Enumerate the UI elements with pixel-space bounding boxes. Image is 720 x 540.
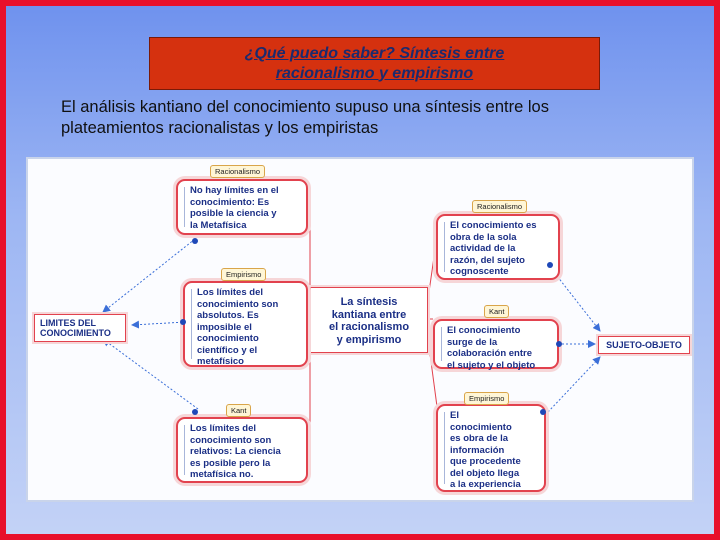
node-line: es obra de la: [450, 433, 509, 444]
tag-kant-right: Kant: [484, 305, 509, 318]
node-line: es posible pero la: [190, 457, 271, 469]
subtitle-line-2: plateamientos racionalistas y los empiristas: [61, 119, 379, 137]
node-line: actividad de la: [450, 243, 516, 254]
node-line: conocimiento: [450, 421, 512, 433]
center-line-3: el racionalismo: [328, 321, 410, 333]
node-line: colaboración entre: [447, 348, 532, 359]
subject-object-label: SUJETO-OBJETO: [606, 340, 682, 350]
node-line: El conocimiento es: [450, 220, 537, 231]
node-line: del objeto llega: [450, 467, 520, 479]
node-kant-collaboration: [433, 319, 559, 369]
node-line: información: [450, 444, 505, 456]
connector-dot: [556, 341, 562, 347]
node-line: absolutos. Es: [197, 310, 259, 321]
node-line: científico y el: [197, 344, 258, 356]
center-line-1: La síntesis: [340, 296, 398, 308]
concept-map: [26, 157, 694, 502]
connector-dot: [192, 238, 198, 244]
title-line-1: ¿Qué puedo saber? Síntesis entre: [244, 44, 505, 62]
arrow-left-mid: [132, 322, 186, 325]
limits-of-knowledge-box: [34, 314, 126, 342]
node-rationalism-subject: [436, 214, 560, 280]
tag-empiricism-left: Empirismo: [221, 268, 266, 281]
node-line: surge de la: [447, 336, 498, 348]
limits-line-2: CONOCIMIENTO: [40, 328, 111, 338]
node-line: metafísico: [197, 356, 244, 367]
tag-rationalism-right: Racionalismo: [472, 200, 527, 213]
node-line: cognoscente: [450, 266, 509, 277]
node-line: metafísica no.: [190, 469, 254, 480]
center-line-4: y empirismo: [336, 333, 402, 346]
limits-line-1: LIMITES DEL: [40, 318, 96, 328]
tag-empiricism-right: Empirismo: [464, 392, 509, 405]
connector-dot: [540, 409, 546, 415]
node-line: conocimiento: [197, 333, 259, 344]
node-line: que procedente: [450, 456, 521, 467]
slide-subtitle: [61, 97, 681, 139]
center-line-2: kantiana entre: [331, 308, 407, 321]
node-line: conocimiento son: [197, 298, 279, 310]
connector-dot: [547, 262, 553, 268]
node-line: a la experiencia: [450, 479, 521, 490]
subtitle-line-1: El análisis kantiano del conocimiento supuso una síntesis entre los: [61, 98, 549, 116]
node-line: la Metafísica: [190, 219, 247, 231]
node-line: No hay límites en el: [190, 185, 279, 196]
tag-kant-left: Kant: [226, 404, 251, 417]
node-kant-limits: [176, 417, 308, 483]
node-rationalism-limits: [176, 179, 308, 235]
node-empiricism-object: [436, 404, 546, 492]
node-line: Los límites del: [197, 287, 263, 298]
slide-title: [149, 37, 600, 90]
tag-rationalism-left: Racionalismo: [210, 165, 265, 178]
node-line: razón, del sujeto: [450, 254, 525, 266]
node-line: relativos: La ciencia: [190, 446, 281, 457]
subject-object-box: [598, 336, 690, 354]
connector-dot: [192, 409, 198, 415]
node-line: imposible el: [197, 321, 252, 333]
title-line-2: racionalismo y empirismo: [275, 64, 474, 82]
center-synthesis-box: [310, 287, 428, 353]
arrow-left-top: [103, 239, 195, 312]
node-line: obra de la sola: [450, 231, 517, 243]
node-empiricism-limits: [183, 281, 308, 367]
node-line: Los límites del: [190, 423, 256, 434]
node-line: posible la ciencia y: [190, 208, 277, 219]
node-line: conocimiento son: [190, 434, 272, 446]
node-line: El: [450, 410, 459, 421]
node-line: El conocimiento: [447, 325, 521, 336]
connector-dot: [180, 319, 186, 325]
node-line: conocimiento: Es: [190, 196, 270, 208]
node-line: el sujeto y el objeto: [447, 359, 536, 371]
